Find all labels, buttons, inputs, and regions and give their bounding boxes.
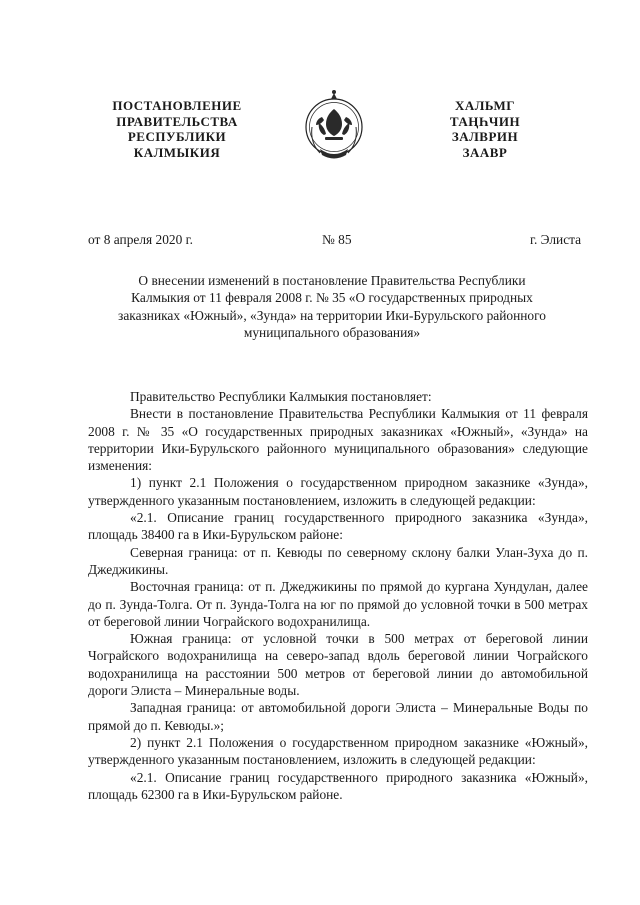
header-right-line: ЗААВР xyxy=(462,144,508,160)
title-line: О внесении изменений в постановление Правительства Республики xyxy=(138,273,526,288)
title-line: муниципального образования» xyxy=(243,324,421,340)
paragraph: 1) пункт 2.1 Положения о государственном природном заказнике «Зунда», утвержденного указанным постановлением, изложить в следующей редакции: xyxy=(88,475,588,508)
paragraph: Правительство Республики Калмыкия постановляет: xyxy=(130,389,432,404)
kalmykia-coat-of-arms-icon xyxy=(302,87,366,173)
header-right-line: ТАҢҺЧИН xyxy=(449,113,521,129)
header-right-kalmyk xyxy=(430,98,540,160)
title-line: заказниках «Южный», «Зунда» на территории Ики-Бурульского районного xyxy=(118,307,546,323)
paragraph: «2.1. Описание границ государственного природного заказника «Южный», площадь 62300 га в Ики-Бурульском районе. xyxy=(88,769,588,802)
document-title xyxy=(72,272,592,341)
header-right-line: ХАЛЬМГ xyxy=(454,98,516,113)
header-left-russian xyxy=(92,98,262,160)
header-right-line: ЗАЛВРИН xyxy=(451,129,519,144)
document-city: г. Элиста xyxy=(530,232,582,247)
paragraph: 2) пункт 2.1 Положения о государственном природном заказнике «Южный», утвержденного указанным постановлением, изложить в следующей редакции: xyxy=(88,734,588,768)
header-left-line: КАЛМЫКИЯ xyxy=(133,144,221,160)
paragraph: Северная граница: от п. Кевюды по северному склону балки Улан-Зуха до п. Джеджикины. xyxy=(88,544,588,577)
title-line: Калмыкия от 11 февраля 2008 г. № 35 «О государственных природных xyxy=(131,290,533,306)
header-left-line: ПРАВИТЕЛЬСТВА xyxy=(116,113,238,129)
paragraph: «2.1. Описание границ государственного природного заказника «Зунда», площадь 38400 га в Ики-Бурульском районе: xyxy=(88,510,588,543)
header-left-line: ПОСТАНОВЛЕНИЕ xyxy=(112,98,242,113)
paragraph: Южная граница: от условной точки в 500 метрах от береговой линии Чограйского водохранилища на северо-запад вдоль береговой линии Чограйского водохранилища на расстоянии 500 метров от береговой линии до автомобильной дороги Элиста – Минеральные воды. xyxy=(88,631,588,699)
header-left-line: РЕСПУБЛИКИ xyxy=(127,129,227,144)
paragraph: Восточная граница: от п. Джеджикины по прямой до кургана Хундулан, далее до п. Зунда-Толга. От п. Зунда-Толга на юг по прямой до условной точки в 500 метрах от береговой линии Чограйского водохранилища. xyxy=(88,579,588,629)
document-number: № 85 xyxy=(322,232,352,247)
document-date: от 8 апреля 2020 г. xyxy=(88,232,193,247)
document-body xyxy=(88,388,588,803)
paragraph: Западная граница: от автомобильной дороги Элиста – Минеральные Воды по прямой до п. Кевюды.»; xyxy=(88,700,588,733)
paragraph: Внести в постановление Правительства Республики Калмыкия от 11 февраля 2008 г. № 35 «О государственных природных заказниках «Южный», «Зунда» на территории Ики-Бурульского районного муниципального образования» следующие изменения: xyxy=(88,406,588,474)
